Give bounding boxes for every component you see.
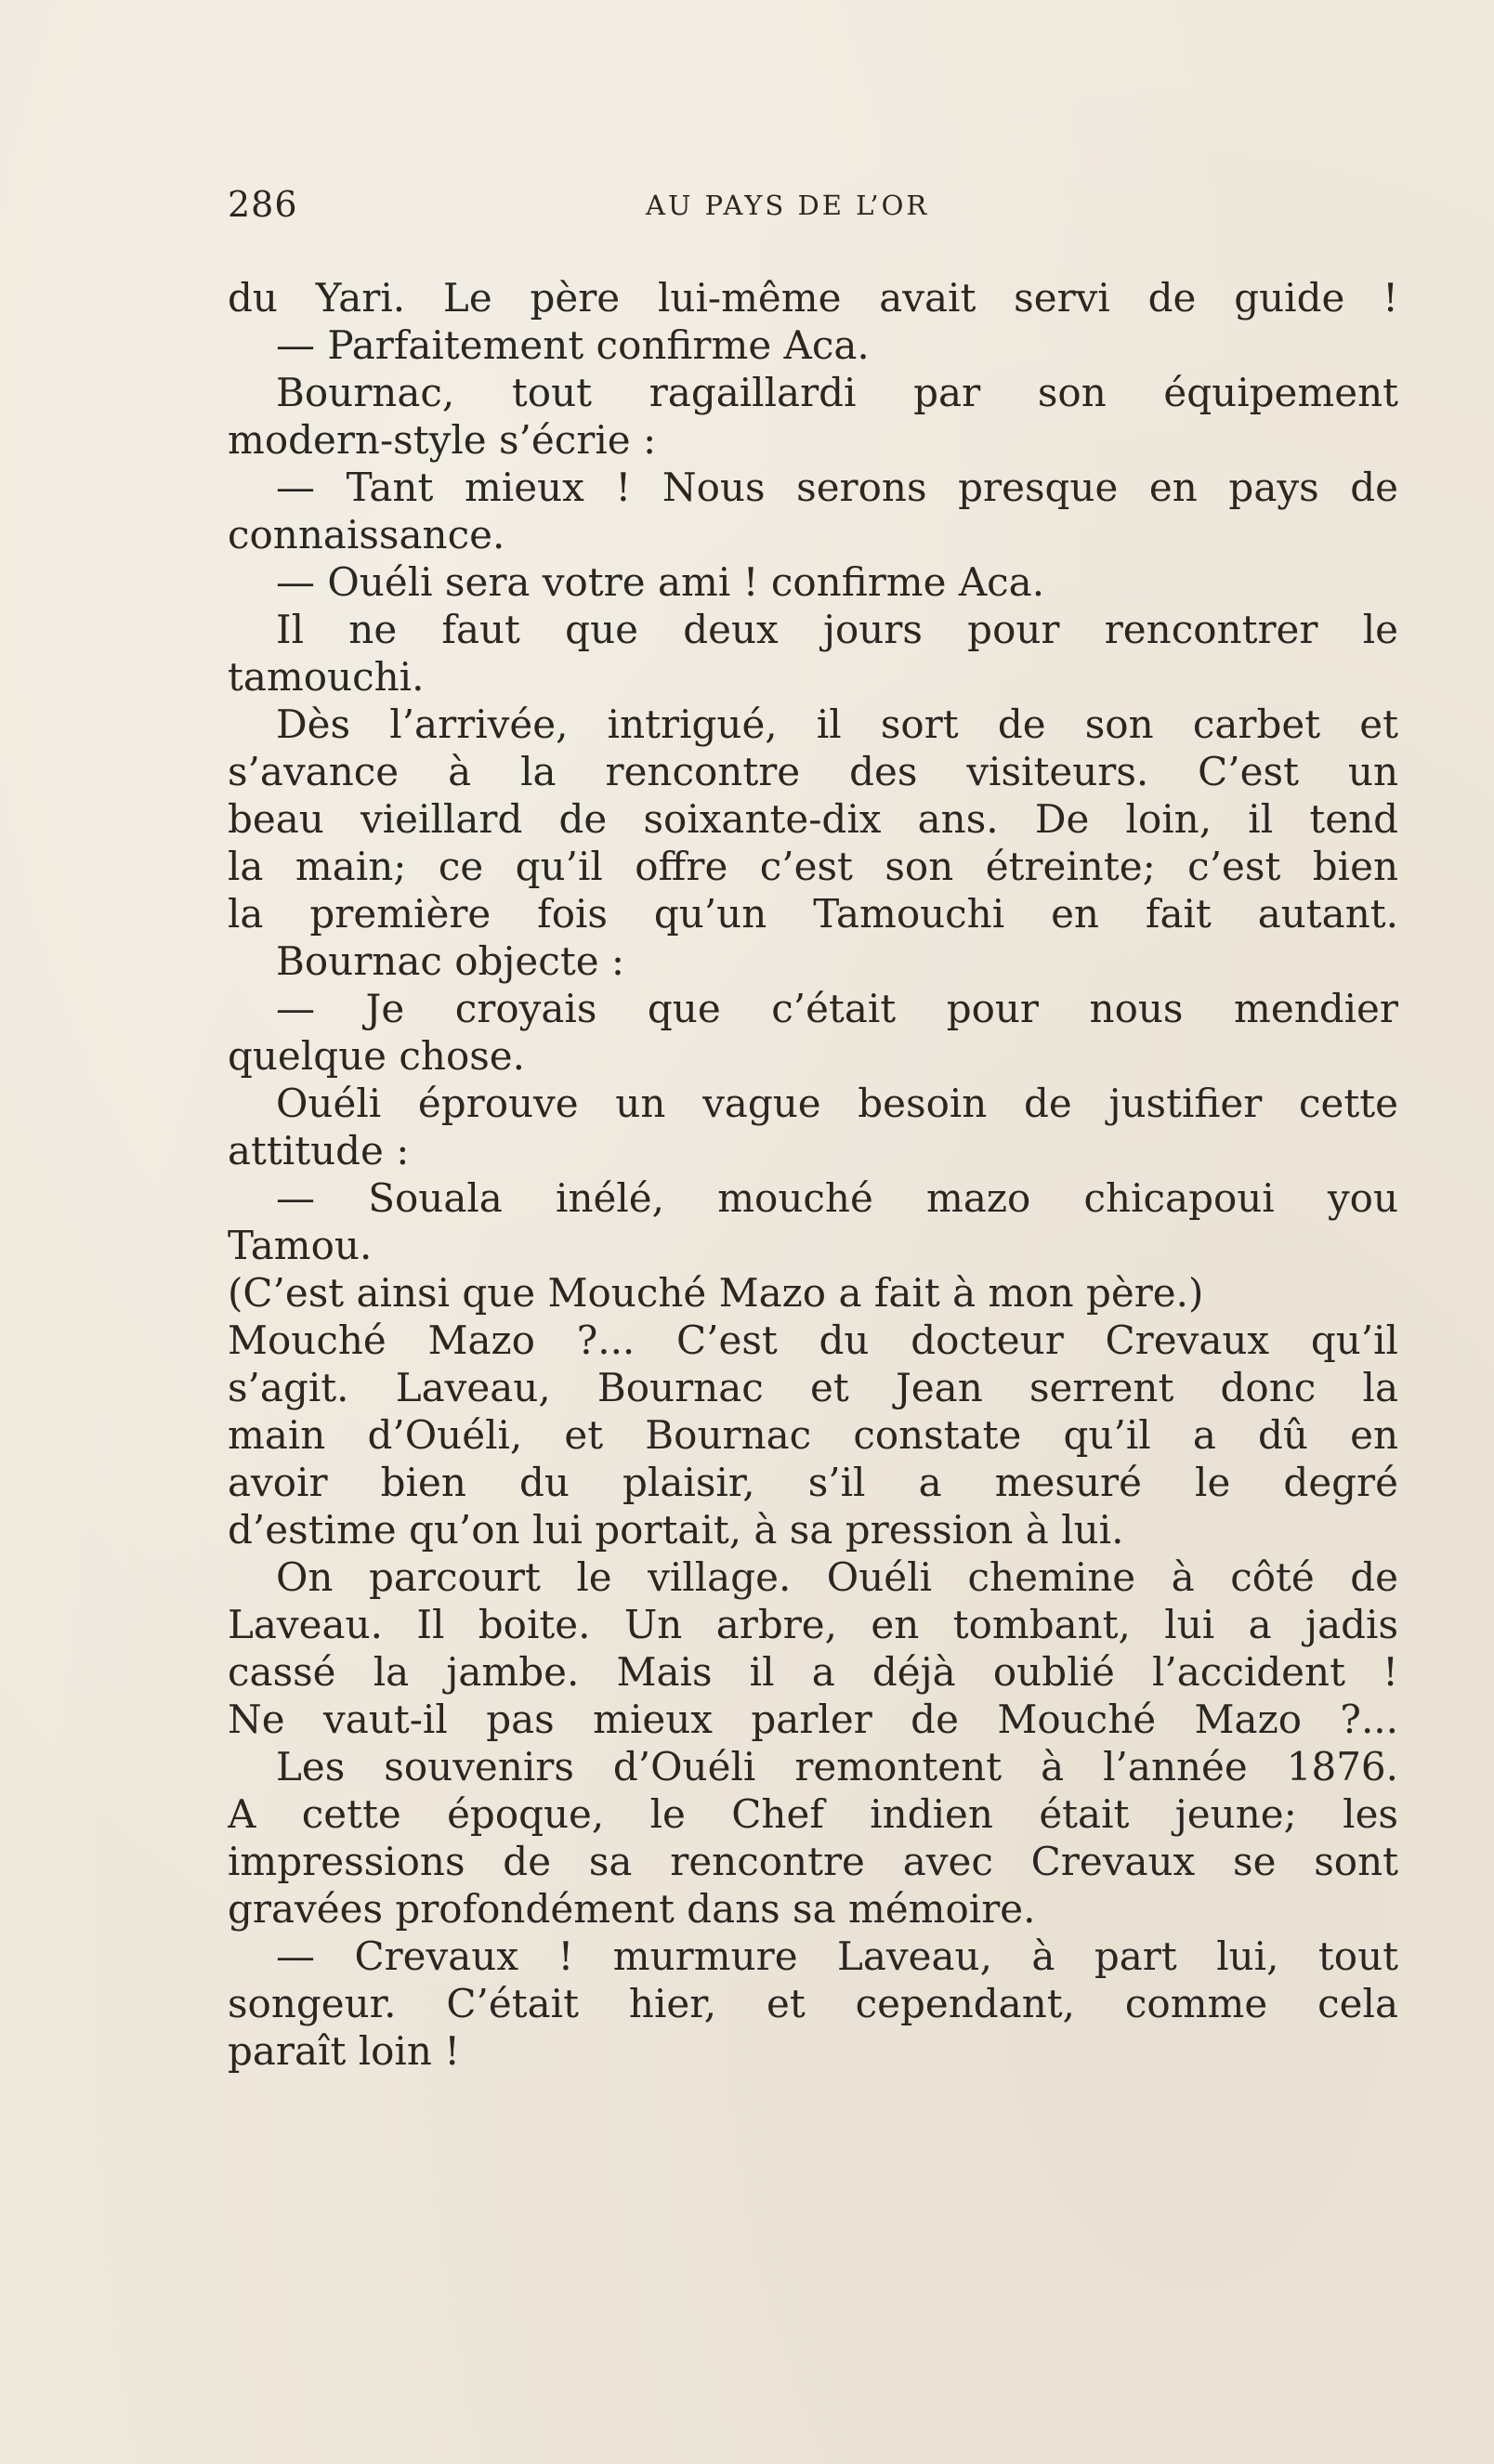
text-line: — Je croyais que c’était pour nous mendier [276,986,1398,1031]
text-line: Laveau. Il boite. Un arbre, en tombant, lui a jadis [228,1602,1398,1647]
text-line: du Yari. Le père lui-même avait servi de guide ! [228,275,1398,321]
text-line: quelque chose. [228,1033,525,1079]
text-line: — Parfaitement confirme Aca. [276,322,870,368]
body-text [228,274,1398,2075]
text-line: modern-style s’écrie : [228,417,657,463]
text-line: — Tant mieux ! Nous serons presque en pays de [276,465,1398,510]
text-line: beau vieillard de soixante-dix ans. De loin, il tend [228,796,1398,842]
text-line: la première fois qu’un Tamouchi en fait autant. [228,891,1398,937]
running-head: AU PAYS DE L’OR [646,190,930,221]
text-line: Ne vaut-il pas mieux parler de Mouché Mazo ?... [228,1697,1398,1742]
text-line: gravées profondément dans sa mémoire. [228,1886,1036,1932]
text-line: d’estime qu’on lui portait, à sa pression à lui. [228,1507,1124,1553]
text-line: Mouché Mazo ?... C’est du docteur Crevaux qu’il [228,1317,1398,1363]
text-line: main d’Ouéli, et Bournac constate qu’il a dû en [228,1412,1398,1458]
text-line: songeur. C’était hier, et cependant, comme cela [228,1981,1398,2026]
text-line: Les souvenirs d’Ouéli remontent à l’année 1876. [276,1744,1398,1789]
text-line: (C’est ainsi que Mouché Mazo a fait à mon père.) [228,1270,1204,1316]
text-line: On parcourt le village. Ouéli chemine à côté de [276,1554,1398,1600]
text-line: Il ne faut que deux jours pour rencontrer le [276,607,1398,652]
text-line: paraît loin ! [228,2028,461,2074]
text-line: Dès l’arrivée, intrigué, il sort de son carbet et [276,701,1398,747]
text-line: — Ouéli sera votre ami ! confirme Aca. [276,559,1045,605]
page-number: 286 [228,184,298,225]
text-line: Ouéli éprouve un vague besoin de justifier cette [276,1081,1398,1126]
text-line: cassé la jambe. Mais il a déjà oublié l’accident ! [228,1649,1398,1695]
text-line: s’agit. Laveau, Bournac et Jean serrent donc la [228,1365,1398,1410]
text-line: A cette époque, le Chef indien était jeune; les [228,1791,1398,1837]
text-line: s’avance à la rencontre des visiteurs. C’est un [228,749,1398,794]
text-line: avoir bien du plaisir, s’il a mesuré le degré [228,1460,1398,1505]
text-line: Bournac, tout ragaillardi par son équipement [276,370,1398,415]
text-line: attitude : [228,1128,410,1173]
text-line: Bournac objecte : [276,938,625,984]
text-line: la main; ce qu’il offre c’est son étreinte; c’est bien [228,844,1398,889]
text-line: Tamou. [228,1223,373,1268]
text-line: tamouchi. [228,654,425,700]
page-header [228,184,1398,230]
text-line: connaissance. [228,512,505,557]
text-line: impressions de sa rencontre avec Crevaux se sont [228,1839,1398,1884]
text-line: — Souala inélé, mouché mazo chicapoui you [276,1175,1398,1221]
text-line: — Crevaux ! murmure Laveau, à part lui, tout [276,1933,1398,1979]
